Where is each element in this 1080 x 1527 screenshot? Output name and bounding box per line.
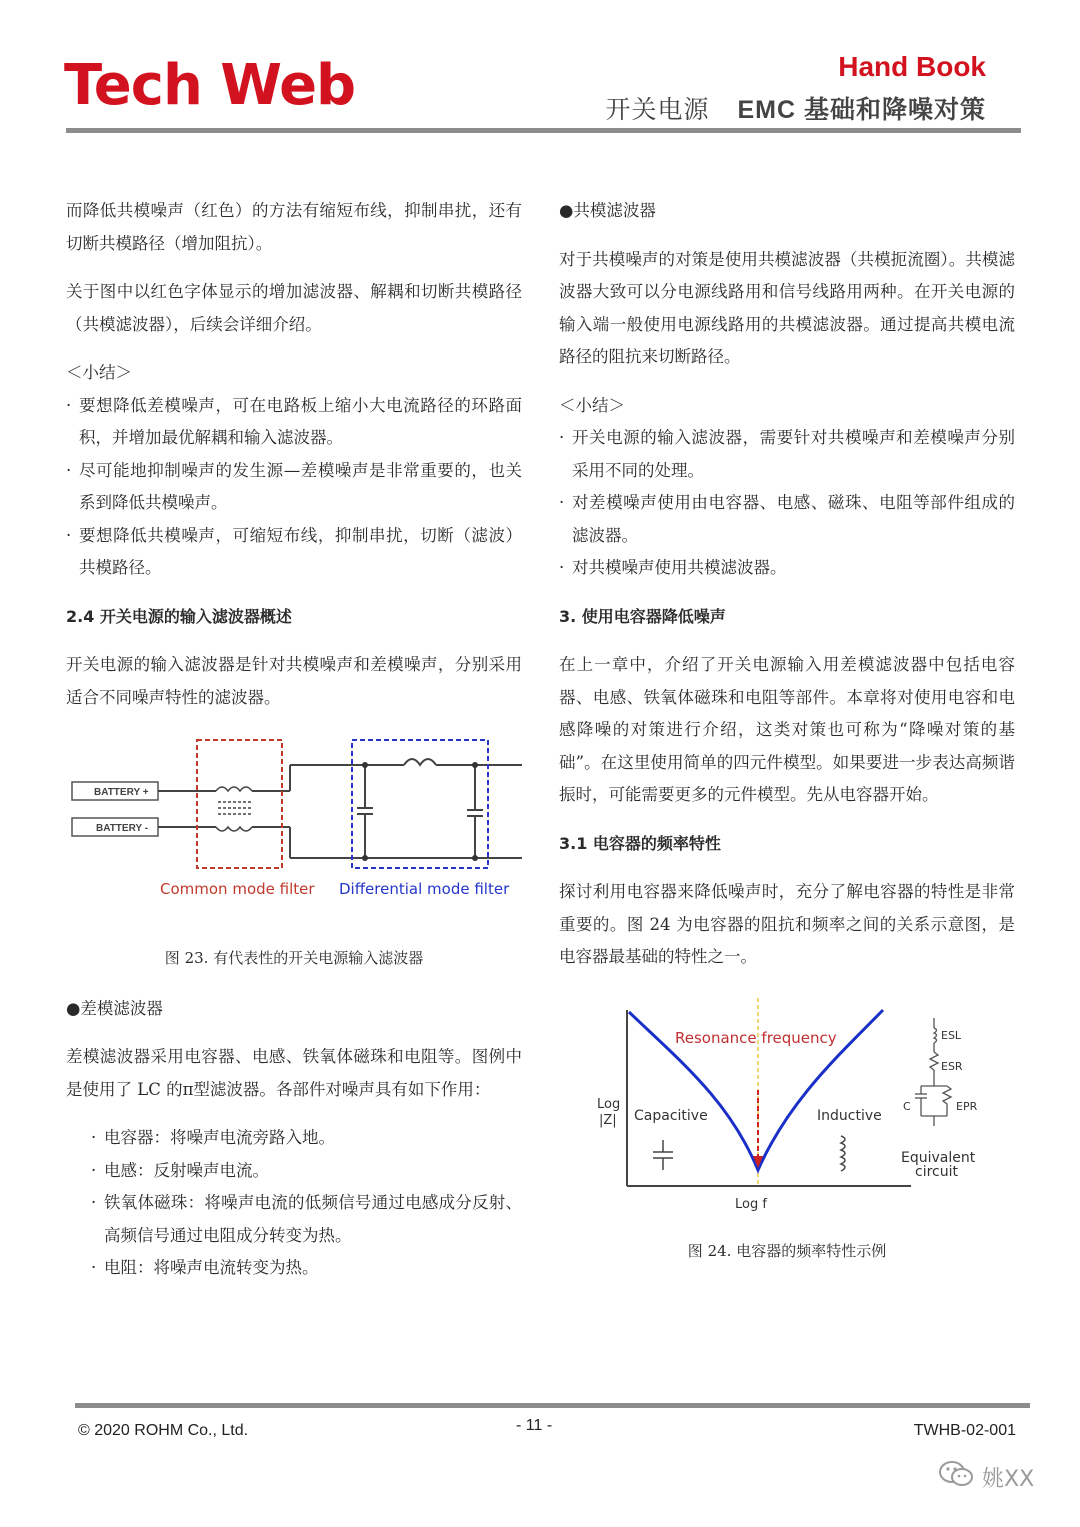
list-item: · 对共模噪声使用共模滤波器。 [559,552,1015,585]
copyright: © 2020 ROHM Co., Ltd. [78,1422,249,1439]
section-heading-2-4: 2.4 开关电源的输入滤波器概述 [66,606,292,626]
common-mode-box [197,740,282,868]
y-label-z: |Z| [599,1112,617,1128]
right-column [559,195,1015,1285]
wechat-icon [938,1460,974,1494]
component-role-list [66,1122,522,1285]
battery-plus-label: BATTERY + [94,787,149,798]
list-item: · 尽可能地抑制噪声的发生源—差模噪声是非常重要的，也关系到降低共模噪声。 [66,455,522,520]
document-code: TWHB-02-001 [913,1422,1016,1439]
paragraph: 在上一章中，介绍了开关电源输入用差模滤波器中包括电容器、电感、铁氧体磁珠和电阻等部件。本章将对使用电容和电感降噪的对策进行介绍，这类对策也可称为“降噪对策的基础”。在这里使用简单的四元件模型。如果要进一步表达高频谐振时，可能需要更多的元件模型。先从电容器开始。 [559,655,1015,804]
figure-23 [66,730,522,900]
esl-label: ESL [941,1028,962,1042]
section-heading-3: 3. 使用电容器降低噪声 [559,606,726,626]
section-heading-3-1: 3.1 电容器的频率特性 [559,833,721,853]
subtitle-topic: 开关电源 [605,95,710,124]
watermark [938,1460,1034,1494]
differential-mode-label: Differential mode filter [339,880,510,898]
inductor-icon [841,1136,845,1171]
summary-title: ＜小结＞ [559,395,625,415]
page-header [0,0,1080,140]
dm-filter-title: ●差模滤波器 [66,998,163,1018]
resonance-label: Resonance frequency [675,1028,837,1047]
techweb-logo: Tech Web [64,53,356,118]
paragraph: 开关电源的输入滤波器是针对共模噪声和差模噪声，分别采用适合不同噪声特性的滤波器。 [66,655,522,707]
x-label: Log f [735,1196,767,1212]
paragraph: 探讨利用电容器来降低噪声时，充分了解电容器的特性是非常重要的。图 24 为电容器的阻抗和频率之间的关系示意图，是电容器最基础的特性之一。 [559,882,1015,966]
paragraph: 而降低共模噪声（红色）的方法有缩短布线，抑制串扰，还有切断共模路径（增加阻抗）。 [66,201,522,253]
esr-label: ESR [941,1059,963,1073]
footer-divider [75,1403,1030,1408]
handbook-subtitle [605,90,986,126]
figure-24 [559,990,1015,1225]
list-item: · 铁氧体磁珠：将噪声电流的低频信号通过电感成分反射、高频信号通过电阻成分转变为热。 [66,1187,522,1252]
summary-title: ＜小结＞ [66,363,132,382]
header-divider [66,128,1021,133]
capacitive-label: Capacitive [634,1107,708,1124]
figure-23-caption: 图 23. 有代表性的开关电源输入滤波器 [164,949,424,967]
paragraph: 对于共模噪声的对策是使用共模滤波器（共模扼流圈）。共模滤波器大致可以分电源线路用和信号线路用两种。在开关电源的输入端一般使用电源线路用的共模滤波器。通过提高共模电流路径的阻抗来切断路径。 [559,249,1015,366]
paragraph: 关于图中以红色字体显示的增加滤波器、解耦和切断共模路径（共模滤波器），后续会详细介绍。 [66,282,522,334]
page-number: - 11 - [516,1417,553,1434]
list-item: · 对差模噪声使用由电容器、电感、磁珠、电阻等部件组成的滤波器。 [559,487,1015,552]
paragraph: 差模滤波器采用电容器、电感、铁氧体磁珠和电阻等。图例中是使用了 LC 的π型滤波器。各部件对噪声具有如下作用： [66,1047,522,1099]
list-item: · 要想降低差模噪声，可在电路板上缩小大电流路径的环路面积，并增加最优解耦和输入滤波器。 [66,390,522,455]
subtitle-emc: EMC 基础和降噪对策 [737,96,986,124]
list-item: · 电容器：将噪声电流旁路入地。 [66,1122,522,1155]
input-filter-diagram [66,730,522,900]
capacitor-icon [653,1140,673,1170]
circuit-label: circuit [915,1163,958,1180]
capacitor-1 [357,765,373,858]
handbook-title: Hand Book [838,51,986,82]
inductor-symbol [404,759,436,765]
inductive-label: Inductive [817,1107,882,1124]
c-label: C [903,1099,911,1113]
y-label-log: Log [597,1096,621,1112]
capacitor-impedance-chart [559,990,1015,1225]
list-item: · 要想降低共模噪声，可缩短布线，抑制串扰，切断（滤波）共模路径。 [66,520,522,585]
left-column [66,195,522,1301]
list-item: · 电阻：将噪声电流转变为热。 [66,1252,522,1285]
summary-list [559,422,1015,585]
differential-mode-box [352,740,488,868]
list-item: · 开关电源的输入滤波器，需要针对共模噪声和差模噪声分别采用不同的处理。 [559,422,1015,487]
figure-24-caption: 图 24. 电容器的频率特性示例 [687,1241,887,1260]
summary-list [66,390,522,585]
cm-filter-title: ●共模滤波器 [559,201,656,220]
watermark-name: 姚XX [982,1466,1035,1492]
list-item: · 电感：反射噪声电流。 [66,1155,522,1188]
equivalent-label: Equivalent [901,1149,976,1166]
common-mode-choke [216,787,252,831]
battery-minus-label: BATTERY - [96,823,149,834]
capacitor-2 [467,765,483,858]
epr-label: EPR [956,1099,978,1113]
common-mode-label: Common mode filter [160,880,315,898]
